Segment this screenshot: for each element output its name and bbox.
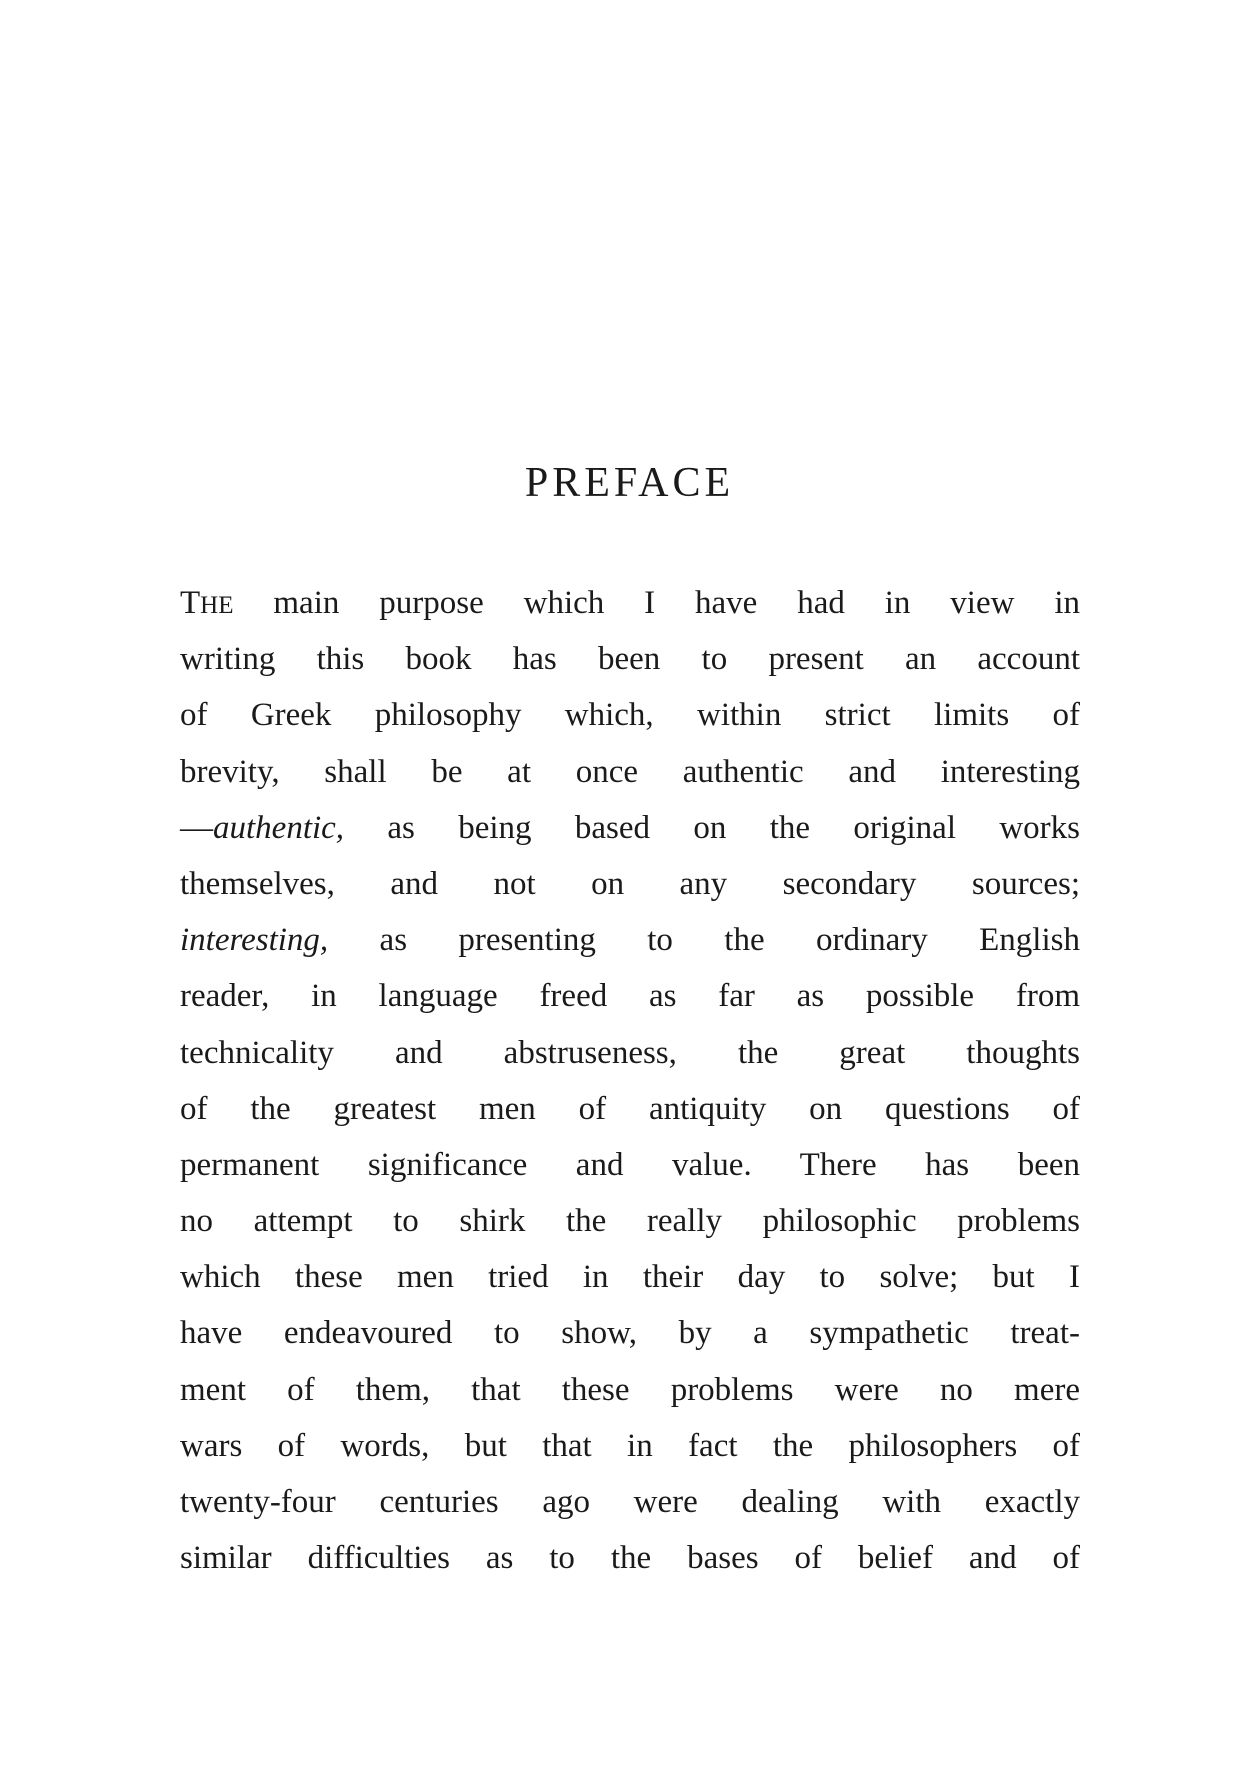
text-line xyxy=(180,1305,1080,1361)
line-text: themselves, and not on any secondary sources; xyxy=(180,865,1080,902)
text-line xyxy=(180,968,1080,1024)
line-text: twenty-four centuries ago were dealing with exactly xyxy=(180,1484,1080,1520)
text-line xyxy=(180,744,1080,800)
line-text: main purpose which I have had in view in xyxy=(233,585,1080,621)
text-line xyxy=(180,1081,1080,1137)
text-line xyxy=(180,631,1080,687)
line-text: ment of them, that these problems were no mere xyxy=(180,1371,1080,1408)
text-line xyxy=(180,1025,1080,1081)
line-text: which these men tried in their day to solve; but I xyxy=(180,1259,1080,1296)
line-text: as presenting to the ordinary English xyxy=(328,922,1080,959)
text-line xyxy=(180,856,1080,912)
line-text: wars of words, but that in fact the philosophers of xyxy=(180,1427,1080,1464)
page-title: PREFACE xyxy=(524,460,735,506)
line-text: permanent significance and value. There has been xyxy=(180,1146,1080,1183)
text-line xyxy=(180,1530,1080,1586)
text-line xyxy=(180,1474,1080,1530)
text-line xyxy=(180,1362,1080,1418)
preface-body xyxy=(180,575,1080,1586)
text-line xyxy=(180,1193,1080,1249)
opening-small-caps: HE xyxy=(200,592,234,619)
text-line xyxy=(180,687,1080,743)
line-text: writing this book has been to present an account xyxy=(180,641,1080,678)
text-line xyxy=(180,1418,1080,1474)
line-text: of the greatest men of antiquity on questions of xyxy=(180,1090,1080,1127)
text-line xyxy=(180,575,1080,631)
line-text: similar difficulties as to the bases of belief and of xyxy=(180,1540,1080,1577)
line-text: as being based on the original works xyxy=(344,809,1080,846)
line-text: have endeavoured to show, by a sympathetic treat- xyxy=(180,1315,1080,1352)
line-text: technicality and abstruseness, the great thoughts xyxy=(180,1034,1080,1071)
line-text: of Greek philosophy which, within strict limits of xyxy=(180,697,1080,734)
line-text: reader, in language freed as far as possible from xyxy=(180,978,1080,1015)
text-line xyxy=(180,800,1080,856)
text-line xyxy=(180,1249,1080,1305)
line-text: no attempt to shirk the really philosophic problems xyxy=(180,1203,1080,1240)
em-dash: — xyxy=(180,809,213,846)
opening-capital: T xyxy=(180,585,201,621)
text-line xyxy=(180,912,1080,968)
text-line xyxy=(180,1137,1080,1193)
italic-term: interesting, xyxy=(180,922,329,959)
italic-term: authentic, xyxy=(213,809,345,846)
line-text: brevity, shall be at once authentic and interesting xyxy=(180,753,1080,790)
